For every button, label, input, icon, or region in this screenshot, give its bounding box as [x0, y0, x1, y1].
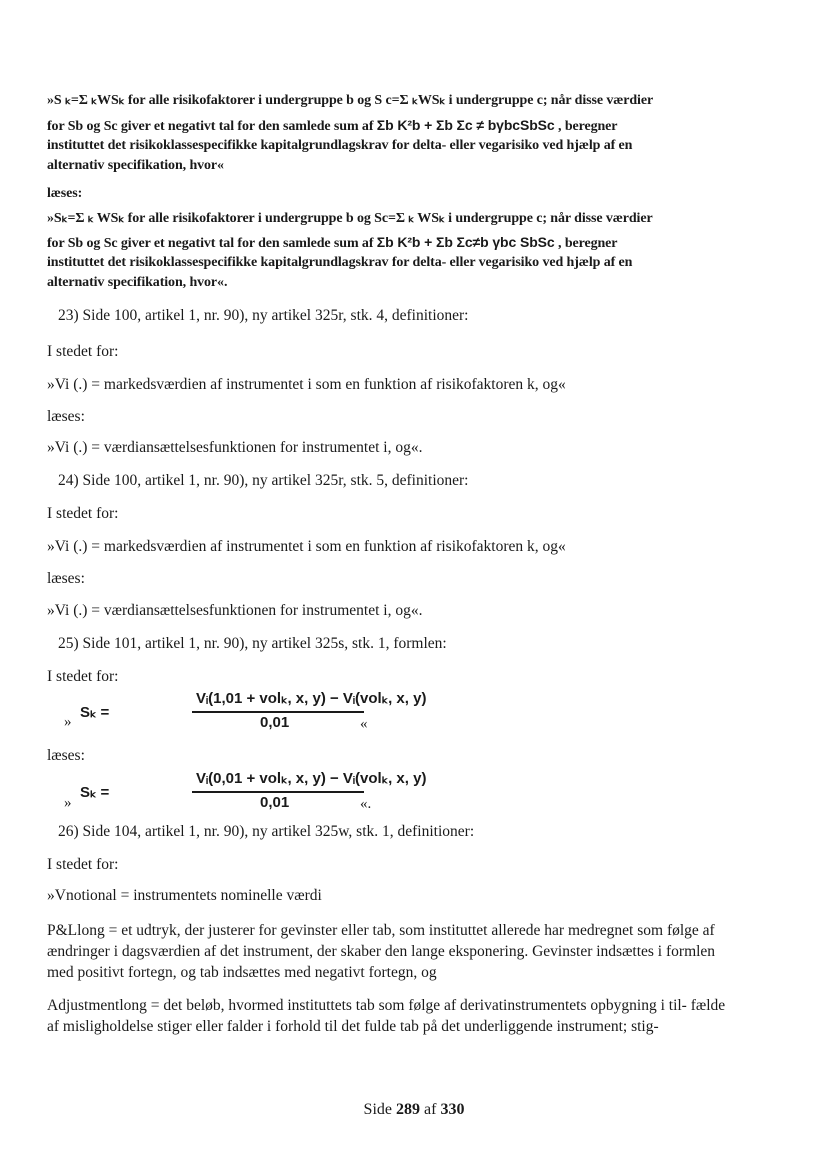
block1-line2: [47, 115, 787, 137]
paragraph-line: af misligholdelse stiger eller falder i forhold til det fulde tab på det underliggende instrument; stig-: [47, 1018, 659, 1035]
item-heading: 25) Side 101, artikel 1, nr. 90), ny artikel 325s, stk. 1, formlen:: [58, 635, 447, 652]
paragraph-line: ændringer i dagsværdien af det instrument, der skaber den lange eksponering. Gevinster indsættes i formlen: [47, 943, 716, 960]
block1-line2-text: for Sb og Sc giver et negativt tal for den samlede sum af: [47, 119, 374, 134]
block2-line2: [47, 232, 787, 254]
footer-page-number: 289: [396, 1101, 420, 1118]
formula-lhs: Sₖ =: [80, 704, 110, 721]
formula-denominator: 0,01: [260, 714, 290, 731]
paragraph-line: Adjustmentlong = det beløb, hvormed instituttets tab som følge af derivatinstrumentets opbygning i til- fælde: [47, 997, 726, 1014]
block2-line3: instituttet det risikoklassespecifikke kapitalgrundlagskrav for delta- eller vegarisiko ved hjælp af en: [47, 255, 633, 270]
block2-line2-end: , beregner: [558, 236, 618, 251]
formula-denominator: 0,01: [260, 794, 290, 811]
item-text: I stedet for:: [47, 343, 119, 360]
item-text: »Vi (.) = markedsværdien af instrumentet i som en funktion af risikofaktoren k, og«: [47, 376, 566, 393]
footer-mid: af: [424, 1101, 437, 1118]
fraction-bar: [192, 711, 364, 713]
item-heading: 24) Side 100, artikel 1, nr. 90), ny artikel 325r, stk. 5, definitioner:: [58, 472, 469, 489]
formula-numerator: Vᵢ(0,01 + volₖ, x, y) − Vᵢ(volₖ, x, y): [196, 770, 427, 787]
laeses-label: læses:: [47, 747, 85, 764]
item-text: »Vi (.) = værdiansættelsesfunktionen for instrumentet i, og«.: [47, 602, 423, 619]
paragraph-line: med positivt fortegn, og tab indsættes med negativt fortegn, og: [47, 964, 437, 981]
item-text: »Vi (.) = værdiansættelsesfunktionen for instrumentet i, og«.: [47, 439, 423, 456]
item-text: I stedet for:: [47, 505, 119, 522]
block2-line2-text: for Sb og Sc giver et negativt tal for den samlede sum af: [47, 236, 374, 251]
formula-close-quote: «: [360, 716, 368, 732]
item-text: læses:: [47, 570, 85, 587]
item-heading: 26) Side 104, artikel 1, nr. 90), ny artikel 325w, stk. 1, definitioner:: [58, 823, 475, 840]
formula-open-quote: »: [64, 795, 72, 811]
item-text: »Vi (.) = markedsværdien af instrumentet i som en funktion af risikofaktoren k, og«: [47, 538, 566, 555]
block1-line3: instituttet det risikoklassespecifikke kapitalgrundlagskrav for delta- eller vegarisiko ved hjælp af en: [47, 138, 633, 153]
block1-line1: »S ₖ=Σ ₖWSₖ for alle risikofaktorer i undergruppe b og S c=Σ ₖWSₖ i undergruppe c; når disse værdier: [47, 93, 654, 108]
block2-line4: alternativ specifikation, hvor«.: [47, 275, 228, 290]
block2-line1: »Sₖ=Σ ₖ WSₖ for alle risikofaktorer i undergruppe b og Sc=Σ ₖ WSₖ i undergruppe c; når disse værdier: [47, 211, 653, 226]
paragraph-line: P&Llong = et udtryk, der justerer for gevinster eller tab, som instituttet allerede har medregnet som følge af: [47, 922, 715, 939]
item-text: I stedet for:: [47, 668, 119, 685]
item-text: »Vnotional = instrumentets nominelle værdi: [47, 887, 322, 904]
footer-prefix: Side: [363, 1101, 392, 1118]
formula-close-quote: «.: [360, 796, 372, 812]
item-heading: 23) Side 100, artikel 1, nr. 90), ny artikel 325r, stk. 4, definitioner:: [58, 307, 469, 324]
block1-line2-end: , beregner: [558, 119, 618, 134]
block2-formula: Σb K²b + Σb Σc≠b γbc SbSc: [376, 234, 555, 250]
item-text: læses:: [47, 408, 85, 425]
fraction-bar: [192, 791, 364, 793]
formula-open-quote: »: [64, 714, 72, 730]
formula-numerator: Vᵢ(1,01 + volₖ, x, y) − Vᵢ(volₖ, x, y): [196, 690, 427, 707]
laeses-label: læses:: [47, 186, 83, 201]
page-footer: [0, 1101, 828, 1119]
formula-lhs: Sₖ =: [80, 784, 110, 801]
item-text: I stedet for:: [47, 856, 119, 873]
footer-total-pages: 330: [440, 1101, 465, 1118]
block1-formula: Σb K²b + Σb Σc ≠ bγbcSbSc: [376, 117, 555, 133]
block1-line4: alternativ specifikation, hvor«: [47, 158, 224, 173]
